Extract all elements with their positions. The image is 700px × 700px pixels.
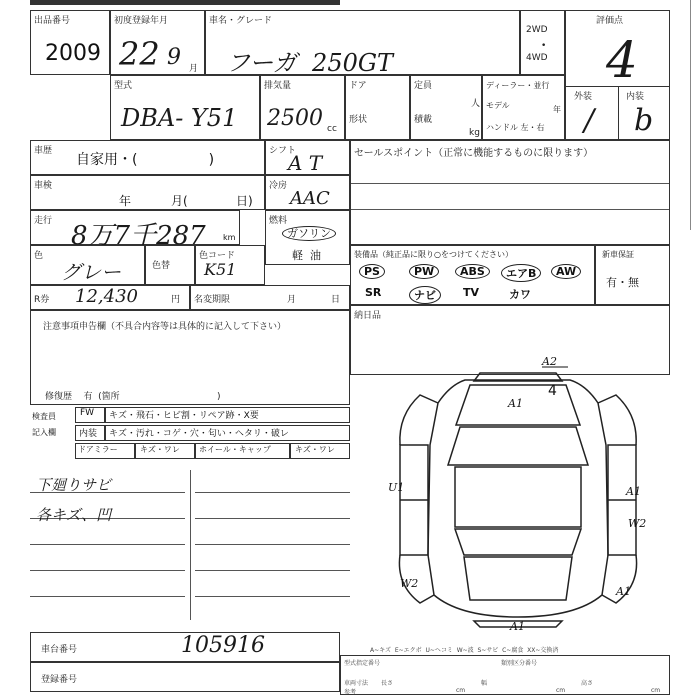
fuel-gasoline bbox=[282, 225, 336, 241]
dmg-a1-bottom: A1 bbox=[510, 620, 525, 630]
exterior-label: 外装 bbox=[574, 92, 593, 102]
dmg-u1: U1 bbox=[388, 481, 405, 494]
ac-box bbox=[265, 175, 350, 210]
car-rear-glass bbox=[455, 529, 581, 555]
equip-leather: カワ bbox=[509, 288, 531, 301]
dmg-w2-right: W2 bbox=[628, 517, 647, 530]
dealer-box bbox=[482, 75, 565, 140]
repair-history: 修復歴 有 (箇所 ) bbox=[45, 392, 221, 402]
expiry-day: 日 bbox=[331, 295, 341, 305]
inspector-label-1: 検査員 bbox=[32, 412, 56, 421]
equip-tv: TV bbox=[463, 286, 480, 299]
fuel-gasoline-text: ガソリン bbox=[282, 226, 336, 241]
score-vdivider bbox=[618, 86, 619, 139]
notes-label: 注意事項申告欄（不具合内容等は具体的に記入して下さい） bbox=[43, 322, 287, 332]
shift-value: A T bbox=[288, 151, 323, 175]
dimension-label: 車両寸法 bbox=[344, 680, 369, 687]
inspection-box bbox=[30, 175, 265, 210]
fuel-diesel: 軽 油 bbox=[292, 249, 321, 262]
mileage-label: 走行 bbox=[34, 216, 53, 226]
notes-lines bbox=[30, 470, 370, 620]
load-label: 積載 bbox=[414, 115, 433, 125]
history-label: 車歴 bbox=[34, 146, 53, 156]
color-label: 色 bbox=[34, 251, 44, 261]
length-unit: cm bbox=[456, 687, 466, 694]
mileage-unit: km bbox=[223, 233, 236, 242]
chassis-value: 105916 bbox=[181, 633, 265, 658]
sp-line-2 bbox=[351, 209, 669, 210]
recycle-unit: 円 bbox=[171, 295, 181, 305]
dmg-a1-rear: A1 bbox=[616, 585, 631, 598]
color-code-box bbox=[195, 245, 265, 285]
dealer-label: ディーラー・並行 bbox=[486, 81, 550, 90]
height-label: 高さ bbox=[581, 680, 594, 687]
wheel-label: ホイール・キャップ bbox=[195, 443, 290, 459]
interior-inspect-label: 内装 bbox=[75, 425, 105, 441]
expiry-label: 名変期限 bbox=[194, 295, 231, 305]
doors-box bbox=[345, 75, 410, 140]
displacement-unit: cc bbox=[327, 124, 337, 134]
lot-number: 2009 bbox=[45, 41, 101, 66]
displacement-value: 2500 bbox=[267, 106, 323, 131]
recycle-value: 12,430 bbox=[75, 286, 138, 307]
note-line-1: 下廻りサビ bbox=[36, 476, 112, 494]
chassis-label: 車台番号 bbox=[41, 645, 78, 655]
registration-label: 登録番号 bbox=[41, 675, 78, 685]
recycle-box bbox=[30, 285, 190, 310]
car-roof bbox=[455, 467, 581, 527]
shift-box bbox=[265, 140, 350, 175]
first-reg-label: 初度登録年月 bbox=[114, 16, 169, 26]
equip-aw: AW bbox=[551, 264, 581, 279]
model-label: 型式 bbox=[114, 81, 133, 91]
car-name-box bbox=[205, 10, 520, 75]
wheel-items: キズ・ワレ bbox=[290, 443, 350, 459]
equip-abs: ABS bbox=[455, 264, 490, 279]
length-label: 長さ bbox=[381, 680, 394, 687]
equip-sr: SR bbox=[365, 286, 382, 299]
interior-label: 内装 bbox=[626, 92, 645, 102]
equip-ps: PS bbox=[359, 264, 385, 279]
recycle-label: R券 bbox=[34, 295, 50, 305]
shape-label: 形状 bbox=[349, 115, 368, 125]
damage-legend: A~キズ E~エクボ U~ヘコミ W~波 S~サビ C~腐食 XX~交換済 bbox=[370, 647, 559, 654]
dmg-a2: A2 bbox=[542, 355, 557, 368]
score-label: 評価点 bbox=[596, 16, 624, 26]
fuel-box bbox=[265, 210, 350, 265]
drive-4wd: 4WD bbox=[526, 53, 548, 63]
expiry-box bbox=[190, 285, 350, 310]
drive-2wd: 2WD bbox=[526, 25, 548, 35]
fuel-label: 燃料 bbox=[269, 216, 288, 226]
warranty-label: 新車保証 bbox=[602, 250, 634, 259]
drive-dot: • bbox=[541, 41, 547, 51]
capacity-box bbox=[410, 75, 482, 140]
model-value: DBA- Y51 bbox=[121, 104, 238, 132]
month-unit: 月 bbox=[189, 64, 199, 74]
width-label: 幅 bbox=[481, 680, 488, 687]
sp-line-1 bbox=[351, 183, 669, 184]
exterior-score: / bbox=[584, 103, 595, 138]
car-trunk bbox=[464, 557, 572, 600]
equip-navi: ナビ bbox=[409, 286, 441, 304]
first-reg-box bbox=[110, 10, 205, 75]
class-number-label: 類別区分番号 bbox=[501, 660, 538, 667]
chassis-box bbox=[30, 632, 340, 662]
mirror-items: キズ・ワレ bbox=[135, 443, 195, 459]
lot-box bbox=[30, 10, 110, 75]
mileage-value: 8万7千287 bbox=[71, 221, 206, 251]
inspection-year: 年 bbox=[119, 194, 132, 208]
capacity-unit: 人 bbox=[471, 99, 481, 109]
ac-label: 冷房 bbox=[269, 181, 288, 191]
delivery-label: 納日品 bbox=[354, 311, 382, 321]
mirror-label: ドアミラー bbox=[75, 443, 135, 459]
height-unit: cm bbox=[651, 687, 661, 694]
notes-box bbox=[30, 310, 350, 405]
registration-box bbox=[30, 662, 340, 692]
header-strip bbox=[30, 0, 340, 5]
ac-value: AAC bbox=[290, 188, 330, 209]
width-unit: cm bbox=[556, 687, 566, 694]
load-unit: kg bbox=[469, 128, 480, 138]
warranty-box bbox=[595, 245, 670, 305]
displacement-box bbox=[260, 75, 345, 140]
interior-score: b bbox=[634, 103, 654, 138]
color-code-value: K51 bbox=[204, 260, 237, 279]
inspector-label-2: 記入欄 bbox=[32, 428, 56, 437]
type-number-box bbox=[340, 655, 670, 695]
equip-pw: PW bbox=[409, 264, 439, 279]
dmg-a1-hood: A1 bbox=[508, 397, 523, 410]
dmg-a1-right: A1 bbox=[626, 485, 641, 498]
capacity-label: 定員 bbox=[414, 81, 433, 91]
model-year-unit: 年 bbox=[553, 105, 561, 114]
drive-box bbox=[520, 10, 565, 75]
expiry-month: 月 bbox=[287, 295, 297, 305]
inspection-month: 月( bbox=[171, 194, 188, 208]
dmg-w2-left: W2 bbox=[400, 577, 419, 590]
first-reg-month: 9 bbox=[167, 45, 181, 70]
lot-label: 出品番号 bbox=[34, 16, 71, 26]
note-line-2: 各キズ、凹 bbox=[36, 506, 112, 524]
inspection-label: 車検 bbox=[34, 181, 53, 191]
inspection-day: 日) bbox=[236, 194, 253, 208]
reference-label: 参考 bbox=[344, 689, 357, 696]
car-diagram bbox=[370, 355, 670, 630]
fw-items: キズ・飛石・ヒビ割・リペア跡・X要 bbox=[105, 407, 350, 423]
score-value: 4 bbox=[606, 31, 638, 89]
history-value: 自家用・( ) bbox=[76, 152, 215, 168]
warranty-value: 有・無 bbox=[606, 276, 639, 289]
color-change-label: 色替 bbox=[152, 261, 171, 271]
mileage-box bbox=[30, 210, 240, 251]
selling-points-box bbox=[350, 140, 670, 245]
shift-label: シフト bbox=[269, 146, 297, 156]
model-year-label: モデル bbox=[486, 101, 510, 110]
equipment-label: 装備品（純正品に限り○をつけてください） bbox=[354, 250, 513, 259]
fw-label: FW bbox=[75, 407, 105, 423]
equipment-box bbox=[350, 245, 595, 305]
doors-label: ドア bbox=[349, 81, 367, 91]
displacement-label: 排気量 bbox=[264, 81, 292, 91]
page-edge bbox=[690, 0, 694, 230]
selling-points-label: セールスポイント（正常に機能するものに限ります） bbox=[354, 148, 594, 159]
dmg-marker-4: 4 bbox=[548, 383, 557, 399]
model-box bbox=[110, 75, 260, 140]
interior-inspect-items: キズ・汚れ・コゲ・穴・匂い・ヘタリ・破レ bbox=[105, 425, 350, 441]
car-name-label: 車名・グレード bbox=[209, 16, 273, 26]
history-box bbox=[30, 140, 265, 175]
score-box bbox=[565, 10, 670, 140]
car-name-value: フーガ 250GT bbox=[226, 49, 394, 77]
handle-label: ハンドル 左・右 bbox=[486, 123, 545, 132]
color-value: グレー bbox=[61, 260, 121, 284]
color-code-label: 色コード bbox=[199, 251, 236, 261]
car-windshield bbox=[448, 427, 588, 465]
color-change-box bbox=[145, 245, 195, 285]
color-box bbox=[30, 245, 145, 285]
type-designation-label: 型式指定番号 bbox=[344, 660, 381, 667]
inspector-area bbox=[30, 405, 350, 465]
first-reg-year: 22 bbox=[119, 35, 160, 73]
equip-airbag: エアB bbox=[501, 264, 541, 282]
